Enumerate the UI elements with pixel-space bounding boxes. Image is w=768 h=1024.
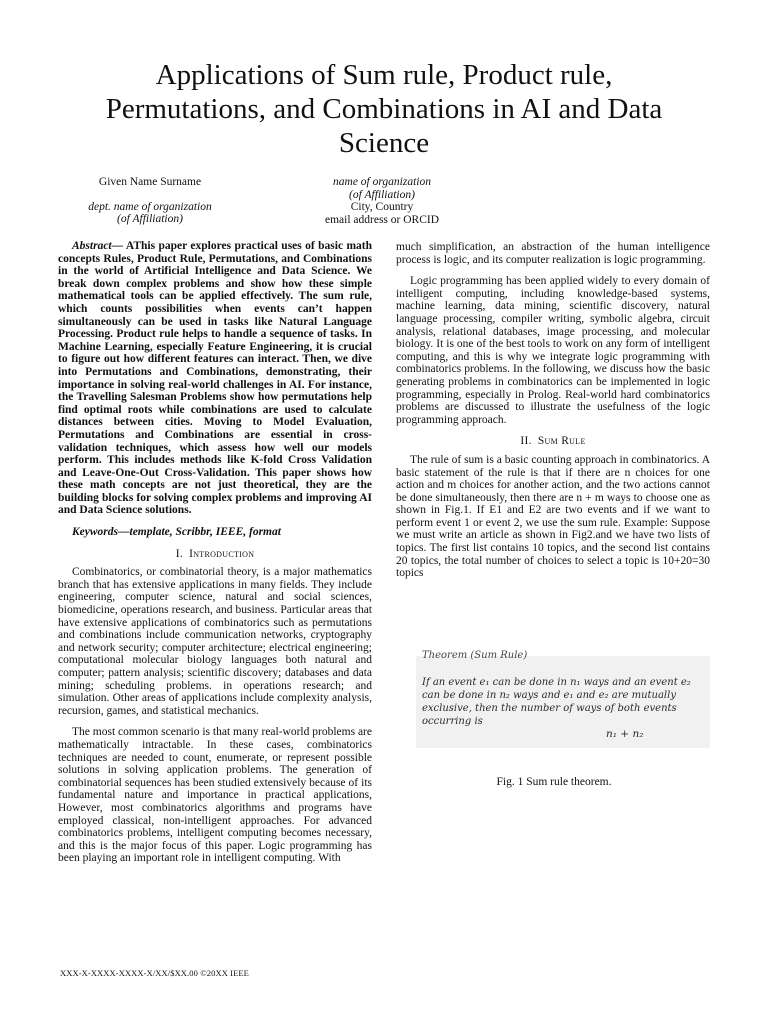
figure-1-caption: Fig. 1 Sum rule theorem. (496, 776, 612, 788)
paper-title (60, 58, 708, 160)
sum-rule-paragraph-1: The rule of sum is a basic counting approach in combinatorics. A basic statement of the rule is that if there are n choices for one action and m choices for another action, and the two actions cannot be done simultaneously, then there are n + m ways to choose one as shown in Fig.1. If E1 and E2 are two events and if we want to perform event 1 or event 2, we use the sum rule. Example: Suppose we must write an article as shown in Fig2.and we have two lists of topics. The first list contains 10 topics, and the second list contains 20 topics, the total number of choices to select a topic is 10+20=30 topics (396, 453, 710, 580)
figure-1-header: Theorem (Sum Rule) (422, 650, 528, 661)
author-2-email: email address or ORCID (324, 213, 440, 226)
keywords-lead: Keywords— (72, 526, 130, 539)
title-line-3: Science (338, 127, 430, 159)
page-footer: XXX-X-XXXX-XXXX-X/XX/$XX.00 ©20XX IEEE (60, 968, 249, 978)
figure-1-formula: n₁ + n₂ (606, 728, 644, 740)
keywords-text: template, Scribbr, IEEE, format (129, 526, 281, 539)
author-1-affil: (of Affiliation) (117, 213, 183, 225)
abstract-text: AThis paper explores practical uses of basic math concepts Rules, Product Rule, Permutations, and Combinations in the world of Artificial Intelligence and Data Science. We break down complex problems and show how these simple mathematical tools can be applied effectively. The sum rule, which counts possibilities when events can’t happen simultaneously can be used in tasks like Natural Language Processing. Product rule helps to handle a sequence of tasks. In Machine Learning, especially Feature Engineering, it is crucial to figure out how different features can interact. Then, we dive into Permutations and Combinations, demonstrating, their importance in solving real-world challenges in AI. For instance, the Travelling Salesman Problems show how permutations help find optimal roots while combinations are used to calculate distances between cities. Moving to Model Evaluation, Permutations and Combinations are essential in cross-validation techniques, which assess how well our models perform. This includes methods like K-fold Cross Validation and Leave-One-Out Cross-Validation. This paper shows how these math concepts are not just theoretical, they are the building blocks for solving complex problems and improving AI and Data Science solutions. (58, 240, 372, 517)
author-block-2 (300, 176, 464, 226)
title-line-1: Applications of Sum rule, Product rule, (155, 59, 613, 91)
title-line-2: Permutations, and Combinations in AI and Data (105, 93, 663, 125)
intro-paragraph-1: Combinatorics, or combinatorial theory, is a major mathematics branch that has extensive applications in many fields. They include engineering, computer science, natural and social sciences, biomedicine, operations research, and business. Particular areas that have extensive applications of combinatorics such as permutations and combinations include communication networks, cryptography and network security; computer architecture; electrical engineering; computational molecular biology languages both natural and computer; pattern analysis; scientific discovery; databases and data mining; scheduling problems. in operations research; and simulation. Other areas of applications include complexity analysis, recursion, games, and statistical mechanics. (58, 566, 372, 717)
left-column (58, 240, 372, 865)
author-2-affil: (of Affiliation) (349, 188, 415, 201)
author-1-dept: dept. name of organization (88, 200, 212, 213)
section-2-heading: II. Sum Rule (520, 435, 586, 448)
figure-1-image (416, 650, 710, 748)
author-block-1 (72, 176, 228, 226)
right-column (396, 241, 710, 580)
keywords (58, 526, 372, 539)
author-2-city: City, Country (350, 201, 414, 213)
intro-paragraph-2-continued: much simplification, an abstraction of the human intelligence process is logic, and its computer realization is logic programming. (396, 241, 710, 266)
intro-paragraph-3: Logic programming has been applied widely to every domain of intelligent computing, including knowledge-based systems, machine learning, data mining, scientific discovery, natural language processing, compiler writing, symbolic algebra, circuit analysis, relational databases, image processing, and molecular biology. It is one of the best tools to work on any form of intelligent computing, and this is why we integrate logic programming with combinatorics problems. In the following, we discuss how the basic generating problems in combinatorics can be implemented in logic programming, especially in Prolog. Real-world hard combinatorics problems are discussed to illustrate the usefulness of the logic programming approach. (396, 275, 710, 426)
abstract-lead: Abstract— (72, 240, 124, 252)
figure-1-body: If an event e₁ can be done in n₁ ways and an event e₂ can be done in n₂ ways and e₁ and e₂ are mutually exclusive, then the number of ways of both events occurring is (422, 677, 691, 727)
section-1-heading: I. Introduction (175, 547, 255, 560)
author-2-org: name of organization (333, 176, 431, 188)
author-1-name: Given Name Surname (98, 176, 202, 188)
intro-paragraph-2: The most common scenario is that many real-world problems are mathematically intractable. In these cases, combinatorics techniques are needed to count, enumerate, or represent possible solutions in solving application problems. The generation of combinatorial sequences has been studied extensively because of its fundamental nature and importance in practical applications, However, most combinatorics algorithms and programs have employed classical, non-intelligent approaches. For advanced combinatorics problems, intelligent computing becomes necessary, and this is the major focus of this paper. Logic programming has been playing an important role in intelligent computing. With (58, 726, 372, 865)
abstract (58, 240, 372, 517)
